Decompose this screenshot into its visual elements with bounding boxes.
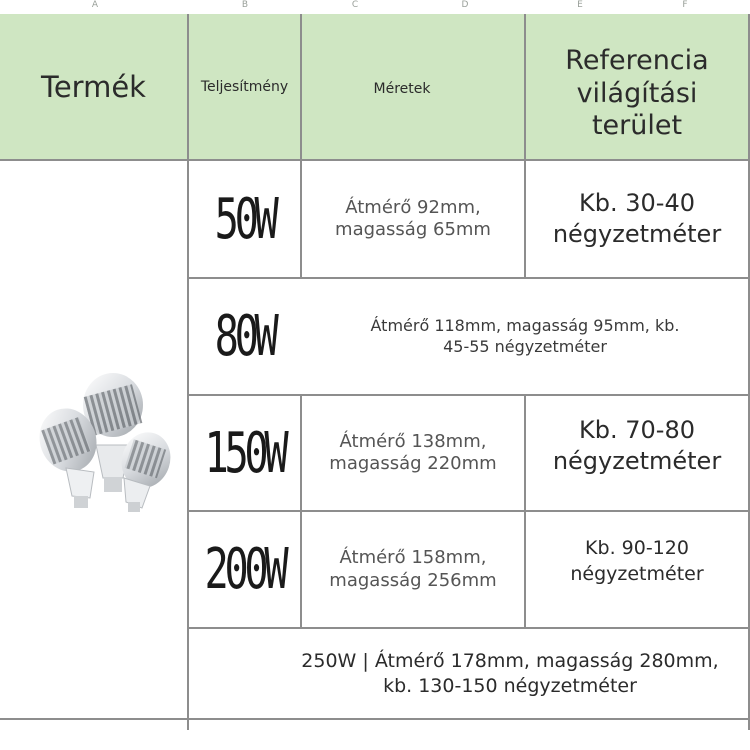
row-150w-area: [526, 396, 748, 496]
details-line: Átmérő 118mm, magasság 95mm, kb.: [370, 315, 680, 335]
row-50w-area: [526, 161, 748, 277]
dimensions-line: Átmérő 92mm,: [345, 196, 481, 218]
row-250w-merged-details: [270, 629, 750, 718]
column-letter-f: F: [682, 0, 688, 10]
row-80w-power-cell: [189, 279, 300, 394]
column-letter-d: D: [461, 0, 469, 10]
area-line: Kb. 30-40: [579, 188, 695, 217]
row-200w-area: [526, 512, 748, 612]
row-150w-dimensions: [302, 396, 524, 510]
header-reference-area-line: Referencia: [565, 44, 709, 76]
column-letter-b: B: [241, 0, 249, 10]
row-80w-merged-details: [302, 279, 748, 394]
header-product: Termék: [41, 69, 146, 104]
row-50w-power-cell: [189, 161, 300, 277]
column-letter-a: A: [91, 0, 99, 10]
area-line: négyzetméter: [570, 563, 704, 585]
header-dimensions: Méretek: [373, 81, 431, 97]
header-reference-area-line: terület: [591, 110, 683, 142]
column-letter-c: C: [351, 0, 359, 10]
power-value: 80W: [214, 304, 275, 369]
details-line: 250W | Átmérő 178mm, magasság 280mm,: [301, 649, 719, 672]
power-value: 150W: [204, 420, 285, 486]
row-200w-dimensions: [302, 512, 524, 627]
grid-line: [0, 718, 750, 720]
details-line: kb. 130-150 négyzetméter: [383, 674, 637, 697]
dimensions-line: magasság 220mm: [329, 453, 497, 474]
area-line: négyzetméter: [552, 447, 722, 475]
row-200w-power-cell: [189, 512, 300, 627]
power-value: 50W: [214, 186, 275, 252]
bulb-small: [115, 426, 178, 512]
details-line: 45-55 négyzetméter: [443, 336, 607, 356]
power-value: 200W: [204, 537, 285, 602]
area-line: Kb. 90-120: [585, 537, 689, 560]
area-line: Kb. 70-80: [579, 415, 695, 444]
led-bulbs-image: [28, 360, 188, 530]
row-50w-dimensions: [302, 161, 524, 277]
dimensions-line: Átmérő 158mm,: [339, 547, 487, 568]
area-line: négyzetméter: [552, 220, 722, 248]
header-power: Teljesítmény: [200, 78, 289, 95]
row-150w-power-cell: [189, 396, 300, 510]
header-reference-area: [526, 14, 748, 174]
column-letter-e: E: [577, 0, 583, 10]
dimensions-line: magasság 256mm: [329, 569, 497, 591]
dimensions-line: Átmérő 138mm,: [339, 430, 487, 452]
header-reference-area-line: világítási: [576, 77, 698, 109]
dimensions-line: magasság 65mm: [335, 219, 491, 240]
